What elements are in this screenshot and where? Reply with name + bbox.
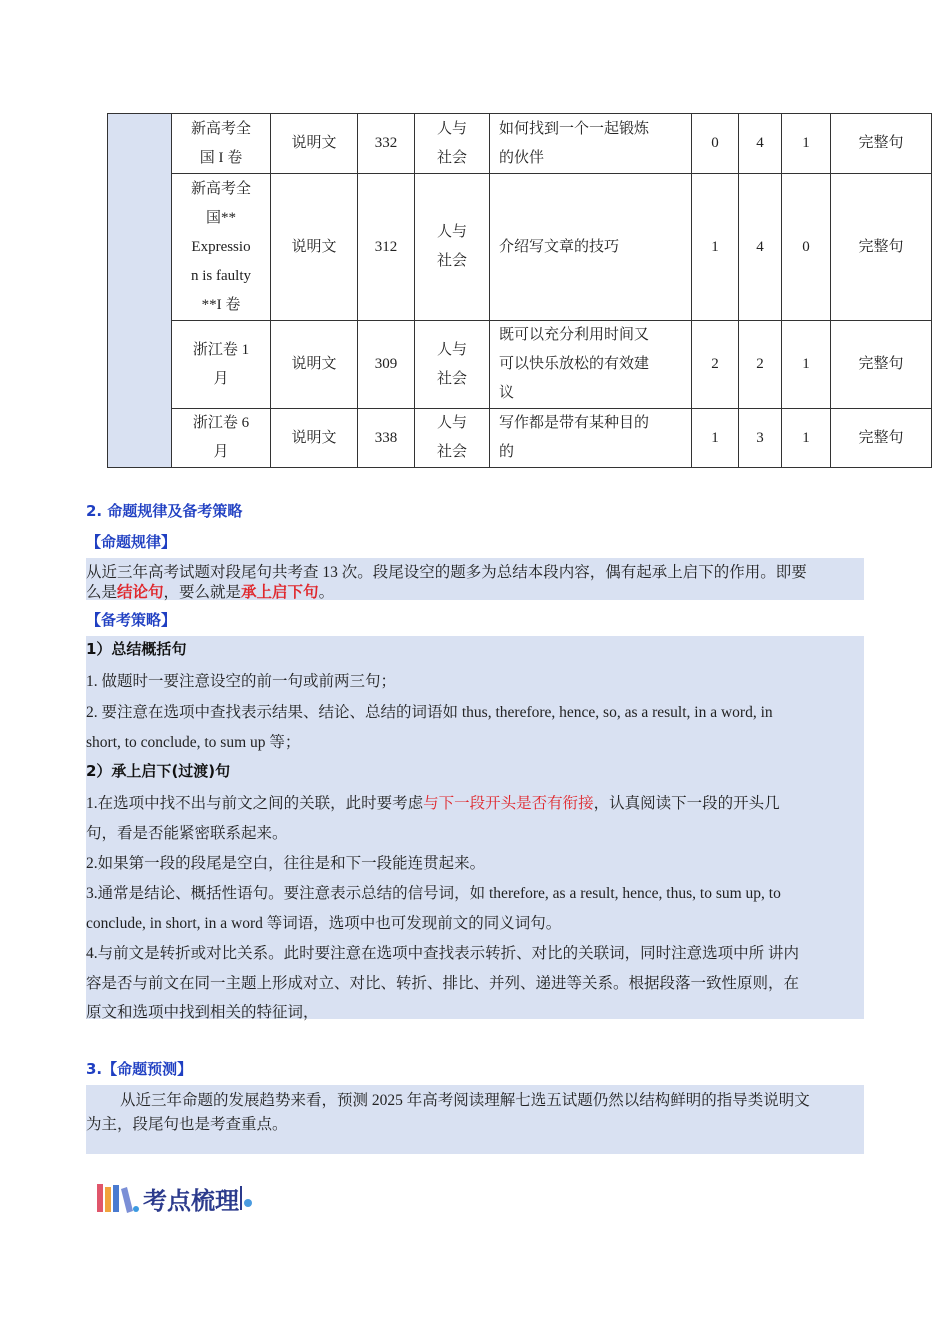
theme-cell-line: 人与 (436, 415, 467, 431)
section-logo (95, 1180, 253, 1216)
answer-type-cell: 完整句 (831, 321, 932, 409)
section-2-heading: 2. 命题规律及备考策略 (86, 502, 243, 520)
strategy-2-point-3-line-1: 3.通常是结论、概括性语句。要注意表示总结的信号词，如 therefore, as a result, hence, thus, to sum up, to (86, 885, 781, 902)
count-cell: 1 (692, 174, 739, 321)
paper-cell-line: 月 (213, 444, 229, 460)
strategy-2-point-4-line-3: 原文和选项中找到相关的特征词， (86, 1004, 319, 1021)
paper-cell-line: **I 卷 (201, 296, 241, 313)
topic-cell-line: 的伙伴 (499, 149, 545, 166)
paper-cell-line: 国** (205, 209, 236, 226)
paper-cell-line: 新高考全 (190, 180, 251, 197)
theme-cell-line: 社会 (436, 370, 467, 387)
genre-cell: 说明文 (271, 409, 358, 468)
paper-cell-line: 浙江卷 6 (192, 415, 250, 431)
count-cell: 1 (692, 409, 739, 468)
theme-cell (415, 114, 490, 174)
topic-cell (490, 114, 692, 174)
theme-cell-line: 人与 (436, 120, 467, 137)
genre-cell: 说明文 (271, 321, 358, 409)
strategy-2-point-1-line-1: 1.在选项中找不出与前文之间的关联，此时要考虑与下一段开头是否有衔接，认真阅读下一段的开头几 (86, 795, 780, 812)
strategy-2-point-3-line-2: conclude, in short, in a word 等词语，选项中也可发现前文的同义词句。 (86, 915, 562, 932)
conclusion-sentence-term: 结论句 (117, 583, 164, 601)
paper-cell-line: 国 I 卷 (199, 149, 243, 166)
word-count-cell: 309 (358, 321, 415, 409)
exam-table (107, 113, 932, 468)
logo-text: 考点梳理 (143, 1186, 239, 1215)
table-row (108, 409, 932, 468)
count-cell: 1 (782, 114, 831, 174)
paper-cell-line: Expressio (191, 238, 251, 255)
topic-cell (490, 321, 692, 409)
topic-cell-line: 写作都是带有某种目的 (499, 415, 650, 431)
topic-cell-line: 可以快乐放松的有效建 (499, 356, 650, 372)
topic-cell (490, 409, 692, 468)
strategy-label: 【备考策略】 (86, 611, 177, 629)
topic-cell (490, 174, 692, 321)
word-count-cell: 312 (358, 174, 415, 321)
strategy-2-point-1-line-2: 句，看是否能紧密联系起来。 (86, 825, 288, 842)
theme-cell-line: 社会 (436, 253, 467, 269)
books-icon (95, 1181, 139, 1215)
topic-cell-line: 的 (499, 444, 515, 460)
strategy-2-point-2: 2.如果第一段的段尾是空白，往往是和下一段能连贯起来。 (86, 855, 486, 872)
rule-line-1: 从近三年高考试题对段尾句共考查 13 次。段尾设空的题多为总结本段内容，偶有起承上启下的作用。即要 (86, 564, 807, 581)
side-cell (108, 114, 172, 468)
paper-cell (172, 174, 271, 321)
strategy-sub-1: 1）总结概括句 (86, 640, 187, 658)
strategy-sub-2: 2）承上启下(过渡)句 (86, 762, 231, 780)
paper-cell-line: 新高考全 (190, 120, 251, 137)
topic-cell-line: 既可以充分利用时间又 (499, 327, 650, 343)
count-cell: 1 (782, 409, 831, 468)
strategy-1-point-1: 1. 做题时一要注意设空的前一句或前两三句； (86, 673, 397, 690)
theme-cell-line: 社会 (436, 149, 467, 166)
answer-type-cell: 完整句 (831, 114, 932, 174)
table-row (108, 174, 932, 321)
count-cell: 3 (739, 409, 782, 468)
topic-cell-line: 议 (499, 385, 515, 401)
count-cell: 0 (782, 174, 831, 321)
prediction-line-1: 从近三年命题的发展趋势来看，预测 2025 年高考阅读理解七选五试题仍然以结构鲜明的指导类说明文 (120, 1092, 810, 1109)
topic-cell-line: 介绍写文章的技巧 (499, 238, 620, 255)
transition-sentence-term: 承上启下句 (241, 583, 319, 601)
rule-label: 【命题规律】 (86, 533, 177, 551)
strategy-2-point-4-line-1: 4.与前文是转折或对比关系。此时要注意在选项中查找表示转折、对比的关联词，同时注意选项中所 讲内 (86, 945, 800, 962)
strategy-2-point-4-line-2: 容是否与前文在同一主题上形成对立、对比、转折、排比、并列、递进等关系。根据段落一致性原则，在 (86, 975, 800, 992)
count-cell: 4 (739, 114, 782, 174)
strategy-1-point-2-line-1: 2. 要注意在选项中查找表示结果、结论、总结的词语如 thus, therefore, hence, so, as a result, in a word, in (86, 704, 773, 721)
answer-type-cell: 完整句 (831, 174, 932, 321)
answer-type-cell: 完整句 (831, 409, 932, 468)
table-row (108, 114, 932, 174)
count-cell: 2 (692, 321, 739, 409)
dot-marker-icon (239, 1183, 253, 1213)
theme-cell (415, 409, 490, 468)
paper-cell-line: n is faulty (191, 267, 251, 284)
paper-cell (172, 321, 271, 409)
count-cell: 0 (692, 114, 739, 174)
theme-cell (415, 174, 490, 321)
genre-cell: 说明文 (271, 114, 358, 174)
theme-cell-line: 人与 (436, 341, 467, 358)
theme-cell-line: 社会 (436, 444, 467, 460)
prediction-line-2: 为主，段尾句也是考查重点。 (86, 1116, 288, 1133)
paper-cell-line: 浙江卷 1 (192, 341, 250, 358)
theme-cell-line: 人与 (436, 224, 467, 240)
next-paragraph-highlight: 与下一段开头是否有衔接 (423, 795, 594, 812)
word-count-cell: 332 (358, 114, 415, 174)
strategy-1-point-2-line-2: short, to conclude, to sum up 等； (86, 734, 301, 751)
paper-cell (172, 114, 271, 174)
paper-cell-line: 月 (213, 370, 229, 387)
theme-cell (415, 321, 490, 409)
word-count-cell: 338 (358, 409, 415, 468)
count-cell: 1 (782, 321, 831, 409)
rule-line-2: 么是结论句，要么就是承上启下句。 (86, 583, 335, 601)
paper-cell (172, 409, 271, 468)
topic-cell-line: 如何找到一个一起锻炼 (499, 120, 650, 137)
count-cell: 4 (739, 174, 782, 321)
table-row (108, 321, 932, 409)
section-3-heading: 3.【命题预测】 (86, 1060, 193, 1078)
genre-cell: 说明文 (271, 174, 358, 321)
count-cell: 2 (739, 321, 782, 409)
